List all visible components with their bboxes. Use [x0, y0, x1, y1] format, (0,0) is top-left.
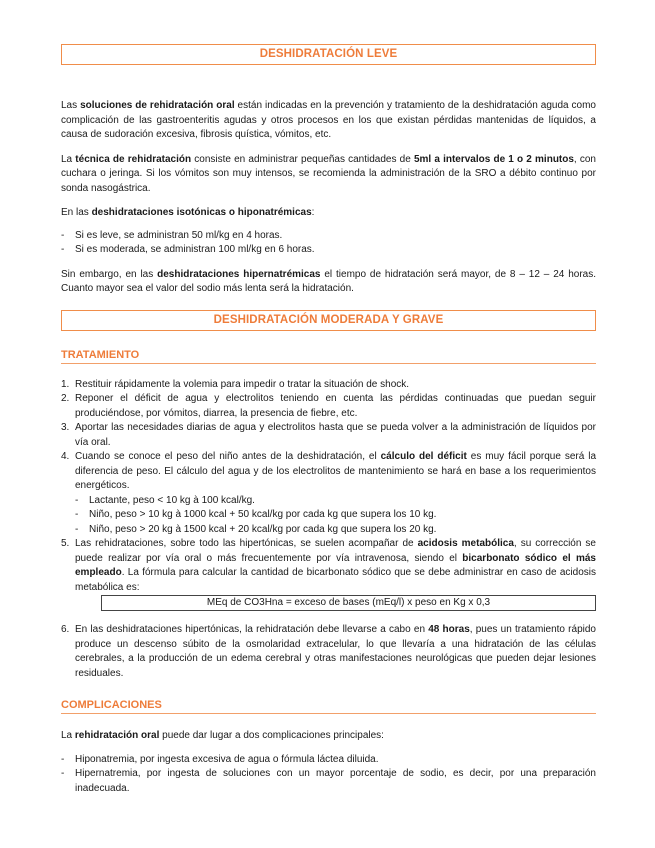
list-item: 1. Restituir rápidamente la volemia para impedir o tratar la situación de shock. — [61, 378, 410, 390]
paragraph-sro: Las soluciones de rehidratación oral están indicadas en la prevención y tratamiento de la deshidratación aguda como complicación de las gastroenteritis agudas y otros procesos en los que existan pérdidas mantenidas de líquidos, a causa de sudoración excesiva, fibrosis quística, vómitos, etc. — [61, 100, 596, 140]
document-page — [61, 44, 596, 796]
paragraph-isotonicas: En las deshidrataciones isotónicas o hiponatrémicas: — [61, 207, 315, 218]
bicarbonate-formula: MEq de CO3Hna = exceso de bases (mEq/l) x peso en Kg x 0,3 — [101, 595, 596, 611]
list-item: - Hipernatremia, por ingesta de soluciones con un mayor porcentaje de sodio, es decir, por una preparación inadecuada. — [61, 767, 596, 796]
list-item: 6. En las deshidrataciones hipertónicas, la rehidratación debe llevarse a cabo en 48 horas, pues un tratamiento rápido produce un descenso súbito de la osmolaridad extracelular, lo que llevaría a una hidratación de las células cerebrales, a la producción de un edema cerebral y otras manifestaciones neurológicas que pueden dejar lesiones residuales. — [61, 624, 596, 679]
energy-requirements-list — [75, 494, 596, 538]
list-item: 3. Aportar las necesidades diarias de agua y electrolitos hasta que se pueda volver a la administración de líquidos por vía oral. — [61, 422, 596, 448]
heading-complicaciones: COMPLICACIONES — [61, 699, 596, 714]
section-title-moderada: DESHIDRATACIÓN MODERADA Y GRAVE — [61, 310, 596, 331]
list-item: 5. Las rehidrataciones, sobre todo las hipertónicas, se suelen acompañar de acidosis metabólica, su corrección se puede realizar por vía oral o más frecuentemente por vía intravenosa, siendo el bicarbonato sódico el más empleado. La fórmula para calcular la cantidad de bicarbonato sódico que se debe administrar en caso de acidosis metabólica es: — [61, 538, 596, 593]
list-item: - Si es leve, se administran 50 ml/kg en 4 horas. — [61, 229, 596, 244]
paragraph-complicaciones: La rehidratación oral puede dar lugar a dos complicaciones principales: — [61, 730, 384, 741]
list-item: - Hiponatremia, por ingesta excesiva de agua o fórmula láctea diluida. — [61, 753, 596, 768]
paragraph-tecnica: La técnica de rehidratación consiste en administrar pequeñas cantidades de 5ml a intervalos de 1 o 2 minutos, con cuchara o jeringa. Si los vómitos son muy intensos, se recomienda la administración de la SRO a débito continuo por sonda nasogástrica. — [61, 153, 596, 194]
tratamiento-list-cont — [61, 623, 596, 681]
sub-list-item: - Lactante, peso < 10 kg à 100 kcal/kg. — [75, 494, 596, 509]
tratamiento-list — [61, 378, 596, 596]
sub-list-item: - Niño, peso > 20 kg à 1500 kcal + 20 kcal/kg por cada kg que supera los 20 kg. — [75, 523, 596, 538]
paragraph-hipernatremicas: Sin embargo, en las deshidrataciones hipernatrémicas el tiempo de hidratación será mayor, de 8 – 12 – 24 horas. Cuanto mayor sea el valor del sodio más lenta será la hidratación. — [61, 268, 596, 294]
list-item: 2. Reponer el déficit de agua y electrolitos teniendo en cuenta las pérdidas continuadas que puedan seguir produciéndose, por vómitos, diarrea, la presencia de fiebre, etc. — [61, 393, 596, 419]
list-item: 4. Cuando se conoce el peso del niño antes de la deshidratación, el cálculo del déficit es muy fácil porque será la diferencia de peso. El cálculo del agua y de los electrolitos de mantenimiento se hará en base a los requerimientos energéticos. - Lactante, peso < 10 kg à 100 kcal/kg. - Niño, peso > 10 kg à 1000 kcal + 50 kcal/kg por cada kg que supera los 10 kg. - Niño, peso > 20 kg à 1500 kcal + 20 kcal/kg por cada kg que supera los 20 kg. — [61, 450, 596, 537]
sub-list-item: - Niño, peso > 10 kg à 1000 kcal + 50 kcal/kg por cada kg que supera los 10 kg. — [75, 508, 596, 523]
list-item: - Si es moderada, se administran 100 ml/kg en 6 horas. — [61, 243, 596, 258]
section-title-leve: DESHIDRATACIÓN LEVE — [61, 44, 596, 65]
heading-tratamiento: TRATAMIENTO — [61, 349, 596, 364]
leve-dosage-list — [61, 229, 596, 258]
complicaciones-list — [61, 753, 596, 797]
